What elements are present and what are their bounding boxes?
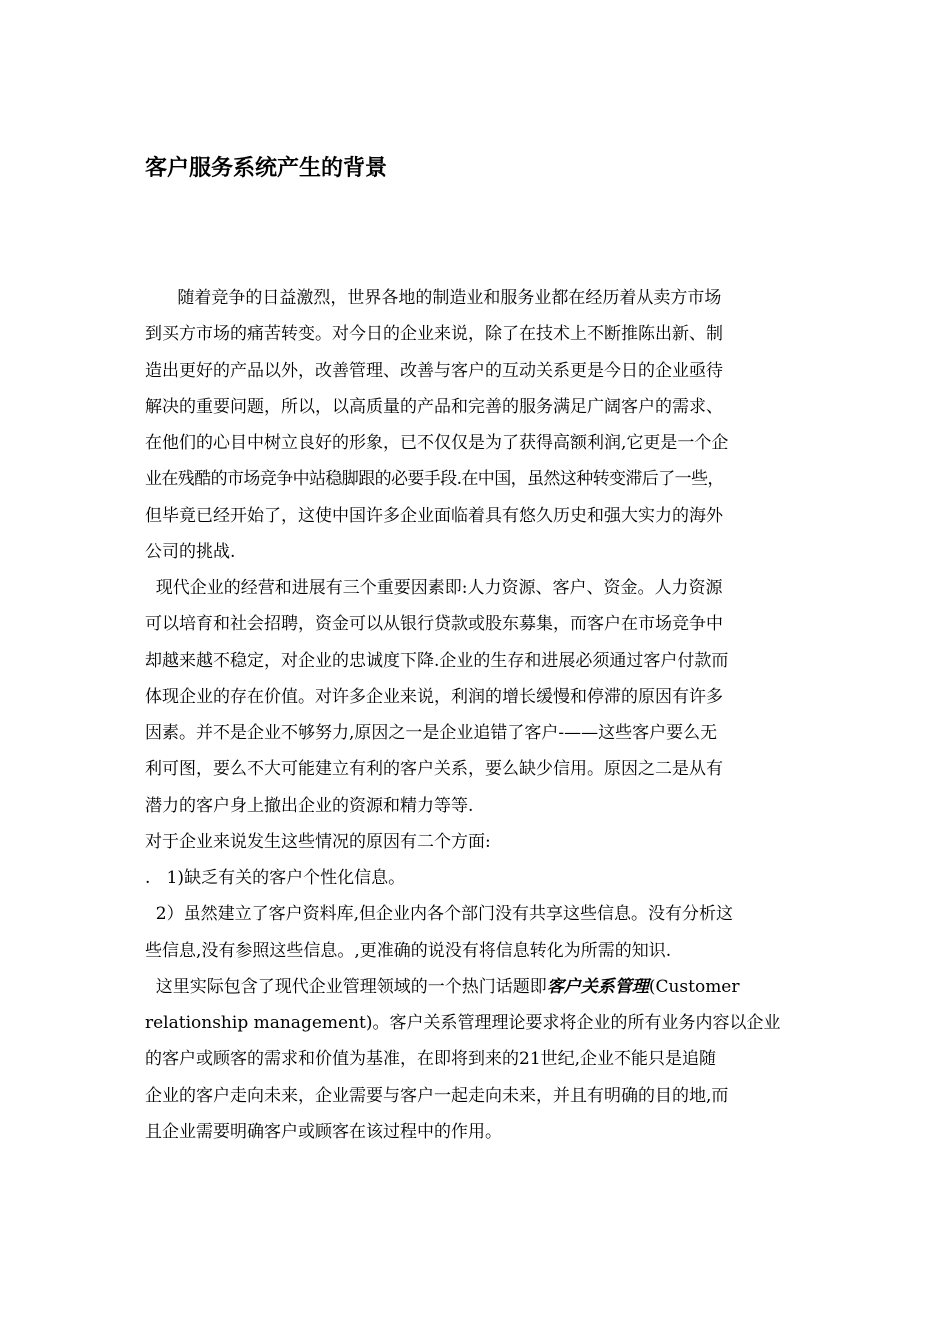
crm-line-prefix: 这里实际包含了现代企业管理领域的一个热门话题即 bbox=[145, 976, 547, 997]
crm-line bbox=[145, 969, 825, 1005]
body-line: 但毕竟已经开始了，这使中国许多企业面临着具有悠久历史和强大实力的海外 bbox=[145, 505, 723, 526]
body-line: 造出更好的产品以外，改善管理、改善与客户的互动关系更是今日的企业亟待 bbox=[145, 360, 723, 381]
body-line: 对于企业来说发生这些情况的原因有二个方面: bbox=[145, 831, 491, 852]
body-line: 却越来越不稳定，对企业的忠诚度下降.企业的生存和进展必须通过客户付款而 bbox=[145, 650, 729, 671]
body-line: 解决的重要问题，所以，以高质量的产品和完善的服务满足广阔客户的需求、 bbox=[145, 396, 723, 417]
body-line: 业在残酷的市场竞争中站稳脚跟的必要手段.在中国，虽然这种转变滞后了一些， bbox=[145, 469, 724, 490]
body-line: 可以培育和社会招聘，资金可以从银行贷款或股东募集，而客户在市场竞争中 bbox=[145, 614, 723, 635]
document-body bbox=[145, 280, 825, 1150]
body-line: 些信息,没有参照这些信息。,更准确的说没有将信息转化为所需的知识. bbox=[145, 940, 672, 961]
body-line: 且企业需要明确客户或顾客在该过程中的作用。 bbox=[145, 1121, 502, 1142]
body-line: 公司的挑战. bbox=[145, 541, 236, 562]
body-line: 因素。并不是企业不够努力,原因之一是企业追错了客户-——这些客户要么无 bbox=[145, 723, 718, 743]
body-line: relationship management)。客户关系管理理论要求将企业的所有业务内容以企业 bbox=[145, 1013, 781, 1033]
body-line: 潜力的客户身上撤出企业的资源和精力等等. bbox=[145, 795, 474, 816]
body-line: 利可图，要么不大可能建立有利的客户关系，要么缺少信用。原因之二是从有 bbox=[145, 759, 723, 780]
body-line: 随着竞争的日益激烈，世界各地的制造业和服务业都在经历着从卖方市场 bbox=[145, 288, 722, 308]
list-item-1: . 1)缺乏有关的客户个性化信息。 bbox=[145, 868, 406, 888]
document-title: 客户服务系统产生的背景 bbox=[145, 156, 388, 181]
crm-emphasis: 客户关系管理 bbox=[546, 976, 649, 997]
body-line: 体现企业的存在价值。对许多企业来说，利润的增长缓慢和停滞的原因有许多 bbox=[145, 686, 723, 707]
body-line: 企业的客户走向未来，企业需要与客户一起走向未来，并且有明确的目的地,而 bbox=[145, 1085, 729, 1106]
body-line: 到买方市场的痛苦转变。对今日的企业来说，除了在技术上不断推陈出新、制 bbox=[145, 324, 723, 345]
list-item-2: 2）虽然建立了客户资料库,但企业内各个部门没有共享这些信息。没有分析这 bbox=[145, 904, 734, 925]
body-line: 现代企业的经营和进展有三个重要因素即:人力资源、客户、资金。人力资源 bbox=[145, 578, 723, 598]
body-line: 在他们的心目中树立良好的形象，已不仅仅是为了获得高额利润,它更是一个企 bbox=[145, 433, 729, 453]
crm-line-suffix: (Customer bbox=[648, 976, 740, 997]
body-line: 的客户或顾客的需求和价值为基准，在即将到来的21世纪,企业不能只是追随 bbox=[145, 1049, 717, 1070]
